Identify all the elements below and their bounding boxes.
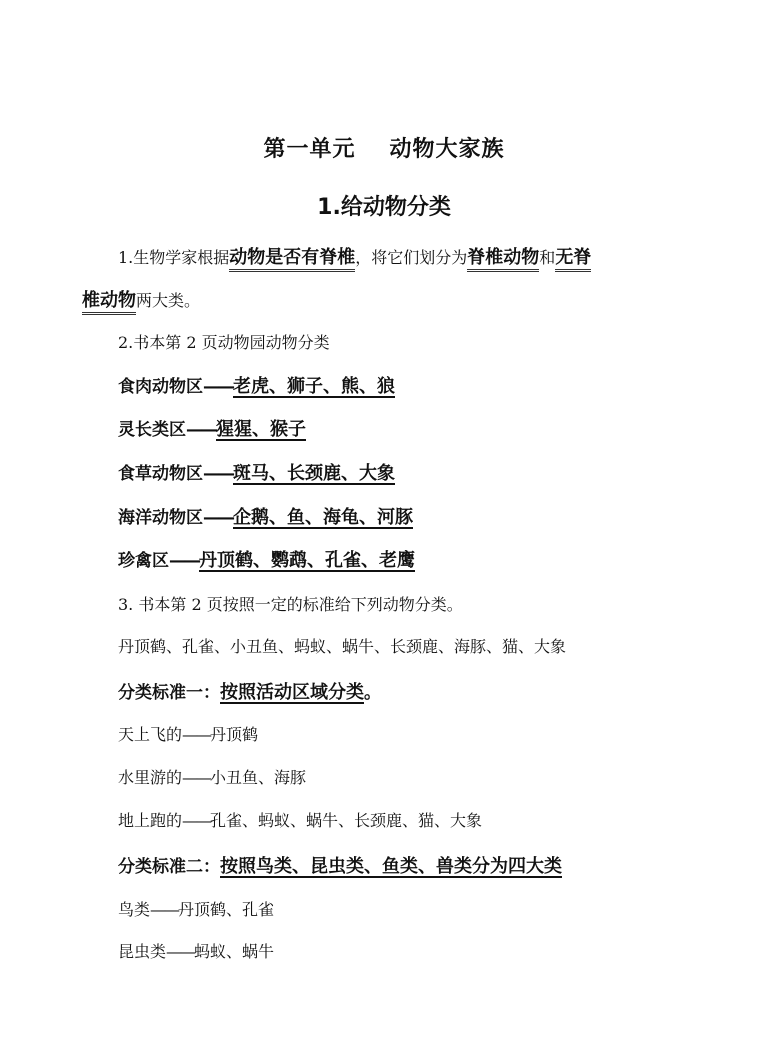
zoo-row: 食草动物区——斑马、长颈鹿、大象 (118, 463, 395, 484)
standard-1: 分类标准一：按照活动区域分类。 (118, 682, 381, 703)
standard-2: 分类标准二：按照鸟类、昆虫类、鱼类、兽类分为四大类 (118, 856, 562, 877)
zoo-animals: 斑马、长颈鹿、大象 (233, 463, 395, 484)
zoo-animals: 老虎、狮子、熊、狼 (233, 376, 395, 397)
group-row: 地上跑的——孔雀、蚂蚁、蜗牛、长颈鹿、猫、大象 (118, 811, 483, 830)
unit-name: 动物大家族 (389, 137, 505, 162)
unit-title (0, 132, 768, 163)
group-row: 水里游的——小丑鱼、海豚 (118, 768, 307, 787)
classification-basis: 动物是否有脊椎 (229, 247, 355, 272)
group-row: 昆虫类——蚂蚁、蜗牛 (118, 942, 275, 961)
zoo-row: 灵长类区——猩猩、猴子 (118, 419, 306, 440)
standard-2-value: 按照鸟类、昆虫类、鱼类、兽类分为四大类 (220, 856, 562, 877)
zoo-row: 食肉动物区——老虎、狮子、熊、狼 (118, 376, 395, 397)
lesson-title: 1.给动物分类 (317, 195, 451, 220)
question-1-line-2: 椎动物两大类。 (82, 286, 200, 312)
category-vertebrate: 脊椎动物 (467, 247, 539, 272)
zoo-row: 珍禽区——丹顶鹤、鹦鹉、孔雀、老鹰 (118, 550, 415, 571)
category-invertebrate-part2: 椎动物 (82, 290, 136, 315)
standard-1-value: 按照活动区域分类 (220, 682, 364, 703)
unit-number: 第一单元 (263, 137, 356, 162)
question-3-heading: 3. 书本第 2 页按照一定的标准给下列动物分类。 (118, 595, 463, 614)
zoo-row: 海洋动物区——企鹅、鱼、海龟、河豚 (118, 507, 413, 528)
category-invertebrate-part1: 无脊 (555, 247, 591, 272)
group-row: 天上飞的——丹顶鹤 (118, 725, 259, 744)
zoo-animals: 企鹅、鱼、海龟、河豚 (233, 507, 413, 528)
zoo-animals: 丹顶鹤、鹦鹉、孔雀、老鹰 (199, 550, 415, 571)
question-1-line-1: 1.生物学家根据动物是否有脊椎，将它们划分为脊椎动物和无脊 (118, 243, 591, 269)
question-2-heading: 2.书本第 2 页动物园动物分类 (118, 333, 330, 352)
group-row: 鸟类——丹顶鹤、孔雀 (118, 900, 275, 919)
animal-list: 丹顶鹤、孔雀、小丑鱼、蚂蚁、蜗牛、长颈鹿、海豚、猫、大象 (118, 637, 567, 656)
zoo-animals: 猩猩、猴子 (216, 419, 306, 440)
